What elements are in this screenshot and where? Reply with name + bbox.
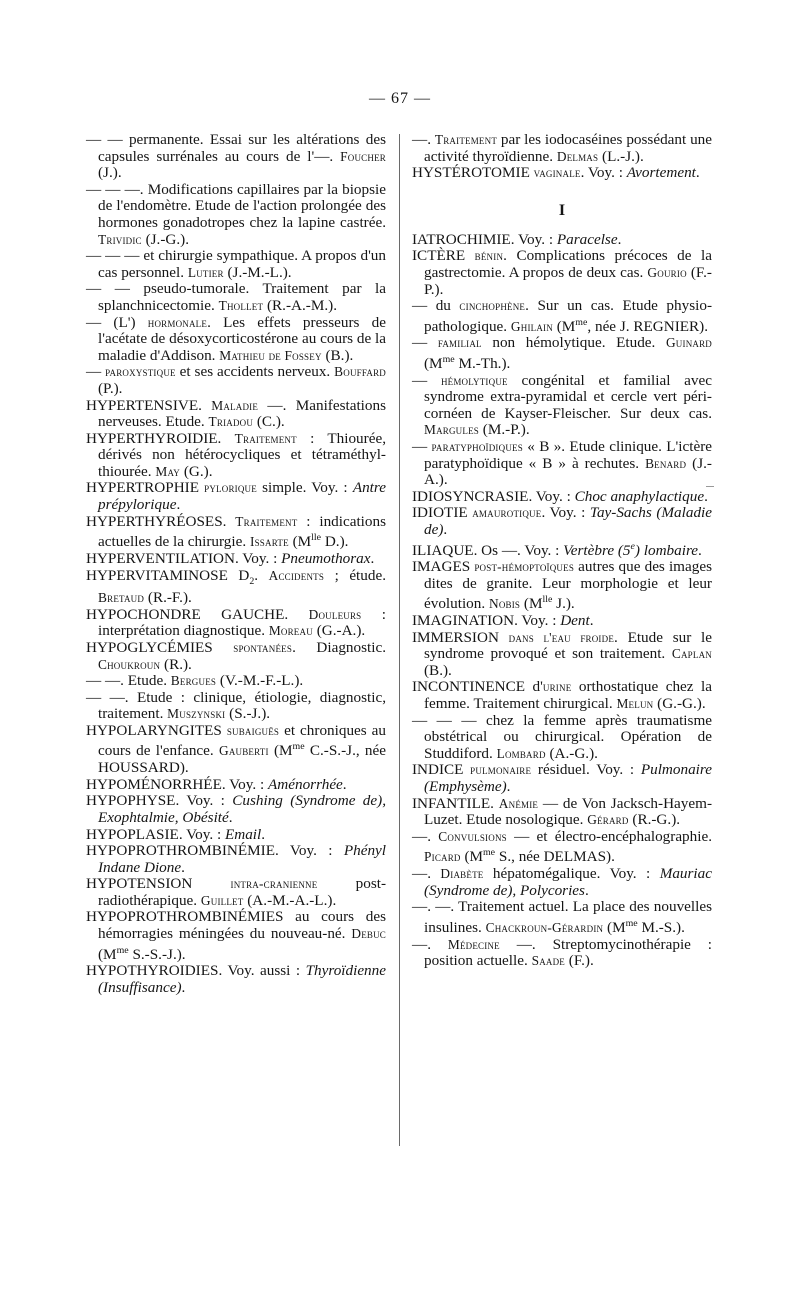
index-entry: [86, 690, 386, 723]
small-caps-text: Traitement: [434, 132, 498, 147]
entry-text: (G.-G.).: [653, 695, 706, 713]
entry-text: post-radiothérapique.: [98, 875, 387, 909]
entry-text: HYPERTENSIVE.: [86, 396, 212, 414]
right-column: [412, 132, 712, 970]
index-entry: [86, 315, 386, 365]
entry-text: et chroniques au cours de l'enfance.: [98, 721, 386, 760]
entry-text: S.-S.-J.).: [128, 945, 186, 963]
entry-text: — — permanente. Essai sur les altérations des capsules surrénales au cours de l'—.: [86, 131, 386, 165]
entry-text: lle: [542, 594, 553, 606]
small-caps-text: Guinard: [665, 335, 712, 351]
entry-text: HYSTÉROTOMIE: [412, 164, 534, 182]
entry-text: . Sur un cas. Etude physio-pathologique.: [424, 297, 712, 335]
italic-text: Avortement: [626, 164, 696, 182]
entry-text: (M: [460, 848, 483, 866]
entry-text: (S.-J.).: [225, 705, 271, 723]
index-entry: [412, 899, 712, 936]
small-caps-text: May: [155, 463, 181, 479]
small-caps-text: Bretaud: [98, 590, 145, 606]
left-column: [86, 132, 386, 997]
small-caps-text: Foucher: [340, 148, 386, 164]
small-caps-text: bénin: [474, 248, 504, 264]
entry-text: .: [704, 487, 708, 505]
right-column-bottom: [412, 232, 712, 970]
index-entry: [86, 281, 386, 314]
index-entry: [412, 539, 712, 560]
entry-text: —. —. Traitement actuel. La place des nouvelles insulines.: [412, 898, 712, 936]
entry-text: HYPERTHYROIDIE.: [86, 429, 235, 447]
entry-text: , née J. REGNIER).: [587, 317, 709, 335]
entry-text: — — —. Modifications capillaires par la biopsie de l'endomètre. Etude de l'action prolongée des hormones gonadotropes chez la lapine castrée.: [86, 180, 386, 231]
entry-text: HYPOLARYNGITES: [86, 721, 227, 739]
small-caps-text: post-hémoptoïques: [474, 559, 575, 575]
entry-text: .: [176, 496, 181, 514]
entry-text: HYPOTHYROIDIES. Voy. aussi :: [86, 962, 306, 980]
small-caps-text: Muszynski: [167, 706, 226, 722]
small-caps-text: Mathieu de Fossey: [219, 347, 322, 363]
small-caps-text: Lombard: [496, 745, 546, 761]
index-entry: [412, 489, 712, 506]
entry-text: autres que des images dites de granite. Leur morphologie et leur évolution.: [424, 558, 712, 613]
small-caps-text: Margules: [424, 422, 479, 438]
entry-text: — et électro-encéphalographie.: [506, 827, 713, 845]
entry-text: me: [575, 316, 588, 328]
index-entry: [412, 613, 712, 630]
entry-text: —: [412, 334, 438, 352]
index-entry: [86, 673, 386, 690]
index-entry: [86, 843, 386, 876]
small-caps-text: paroxystique: [105, 364, 176, 380]
small-caps-text: amaurotique: [472, 505, 542, 521]
index-entry: [412, 248, 712, 298]
entry-text: (B.).: [321, 346, 354, 364]
entry-text: .: [443, 521, 448, 538]
entry-text: INFANTILE.: [412, 794, 499, 812]
index-entry: [86, 182, 386, 248]
entry-text: .: [228, 808, 233, 826]
index-entry: [86, 723, 386, 777]
entry-text: — (L'): [86, 313, 148, 331]
small-caps-text: Choukroun: [98, 656, 161, 672]
entry-text: (V.-M.-F.-L.).: [216, 672, 304, 690]
small-caps-text: intra-cranienne: [230, 876, 318, 892]
small-caps-text: Trividic: [98, 231, 142, 247]
small-caps-text: Melun: [616, 696, 654, 712]
entry-text: IDIOSYNCRASIE. Voy. :: [412, 487, 575, 505]
entry-text: ICTÈRE: [412, 247, 475, 265]
entry-text: —. Manifestations nerveuses. Etude.: [98, 396, 387, 431]
entry-text: me: [442, 354, 455, 365]
small-caps-text: Anémie: [498, 795, 539, 811]
italic-text: Paracelse: [556, 230, 618, 248]
entry-text: HYPOGLYCÉMIES: [86, 638, 234, 656]
entry-text: lle: [311, 532, 322, 544]
italic-text: Vertèbre (5: [563, 541, 631, 559]
index-entry: [86, 909, 386, 963]
entry-text: HYPERVENTILATION. Voy. :: [86, 549, 282, 567]
small-caps-text: Triadou: [208, 414, 254, 430]
entry-text: .: [342, 775, 347, 793]
entry-text: IATROCHIMIE. Voy. :: [412, 230, 557, 248]
small-caps-text: Gauberti: [218, 743, 269, 759]
small-caps-text: urine: [542, 679, 572, 695]
entry-text: non hémolytique. Etude.: [481, 334, 666, 352]
italic-text: e: [630, 540, 635, 552]
entry-text: S., née DELMAS).: [495, 848, 615, 866]
small-caps-text: Moreau: [268, 623, 313, 639]
entry-text: (M: [552, 317, 576, 335]
index-entry: [86, 777, 386, 794]
index-entry: [412, 505, 712, 538]
entry-text: : Thiourée, dérivés non hétérocycliques et tétraméthyl-thiourée.: [98, 429, 386, 480]
entry-text: me: [625, 917, 638, 929]
index-entry: [86, 793, 386, 826]
small-caps-text: Gourio: [647, 264, 687, 280]
small-caps-text: Maladie: [211, 397, 259, 413]
small-caps-text: Ghilain: [510, 318, 553, 334]
italic-text: Aménorrhée: [268, 775, 343, 793]
entry-text: .: [254, 566, 269, 584]
entry-text: — — — et chirurgie sympathique. A propos d'un cas personnel.: [86, 247, 386, 281]
entry-text: (M: [288, 533, 312, 551]
entry-text: D.).: [321, 533, 349, 551]
small-caps-text: Bergues: [170, 673, 217, 689]
italic-text: Thyroïdienne (Insuffisance): [98, 962, 386, 996]
italic-text: Cushing (Syndrome de), Exophtalmie, Obésité: [98, 792, 386, 826]
entry-text: —.: [412, 131, 435, 148]
small-caps-text: Delmas: [556, 148, 599, 164]
small-caps-text: Lutier: [187, 264, 224, 280]
entry-text: (M: [268, 742, 293, 760]
index-entry: [86, 963, 386, 996]
small-caps-text: pylorique: [204, 480, 257, 496]
index-entry: [86, 514, 386, 551]
small-caps-text: Guillet: [200, 892, 244, 908]
small-caps-text: Accidents: [268, 567, 325, 583]
entry-text: ; étude.: [324, 566, 387, 584]
entry-text: HYPERVITAMINOSE D: [86, 566, 250, 584]
entry-text: .: [261, 825, 266, 843]
entry-text: (M: [603, 918, 626, 936]
index-entry: [86, 551, 386, 568]
entry-text: orthostatique chez la femme. Traitement chirurgical.: [424, 678, 712, 713]
entry-text: (J.).: [98, 164, 122, 182]
entry-text: (M: [98, 945, 117, 963]
column-divider: [399, 134, 400, 1146]
entry-text: HYPOMÉNORRHÉE. Voy. :: [86, 775, 268, 793]
entry-text: —.: [412, 935, 448, 953]
small-caps-text: Issarte: [249, 534, 289, 550]
index-entry: [412, 762, 712, 795]
index-entry: [86, 607, 386, 640]
small-caps-text: subaiguës: [226, 722, 280, 738]
index-entry: [86, 398, 386, 431]
entry-text: HYPERTHYRÉOSES.: [86, 512, 236, 530]
index-entry: [412, 165, 712, 182]
entry-text: (R.).: [160, 655, 192, 673]
entry-text: .: [181, 978, 186, 996]
entry-text: (R.-A.-M.).: [263, 296, 338, 314]
entry-text: (J.-A.).: [424, 454, 712, 489]
entry-text: (M.-P.).: [478, 421, 530, 439]
entry-text: —.: [412, 865, 441, 883]
index-entry: [412, 829, 712, 866]
small-caps-text: Gérard: [587, 812, 629, 828]
entry-text: M.-Th.).: [454, 355, 511, 373]
entry-text: . Diagnostic.: [292, 638, 386, 656]
small-caps-text: pulmonaire: [470, 762, 532, 778]
small-caps-text: dans l'eau froide: [508, 629, 615, 645]
index-entry: [86, 568, 386, 607]
entry-text: (F.).: [565, 952, 594, 970]
entry-text: — — pseudo-tumorale. Traitement par la splanchnicectomie.: [86, 280, 386, 314]
index-entry: [412, 232, 712, 249]
entry-text: .: [698, 541, 702, 559]
italic-text: Antre prépylorique: [98, 479, 386, 514]
index-entry: [412, 937, 712, 970]
entry-text: HYPOPLASIE. Voy. :: [86, 825, 225, 843]
entry-text: (R.-G.).: [628, 811, 681, 829]
index-entry: [412, 559, 712, 613]
small-caps-text: Médecine: [447, 936, 500, 952]
small-caps-text: Benard: [645, 455, 687, 471]
entry-text: me: [292, 741, 305, 753]
entry-text: (M: [520, 595, 543, 613]
entry-text: (C.).: [253, 413, 285, 431]
index-entry: [86, 248, 386, 281]
index-entry: [86, 640, 386, 673]
entry-text: M.-S.).: [637, 918, 685, 936]
entry-text: par les iodocaséines possédant une activité thyroïdienne.: [424, 131, 713, 165]
page-number: — 67 —: [369, 90, 431, 107]
entry-text: (P.).: [98, 379, 123, 397]
small-caps-text: hormonale: [147, 314, 208, 330]
entry-text: .: [506, 778, 511, 796]
entry-text: C.-S.-J., née HOUSSARD).: [98, 742, 386, 777]
index-entry: [412, 866, 712, 899]
index-entry: [86, 132, 386, 182]
small-caps-text: Nobis: [488, 596, 521, 612]
entry-text: 2: [249, 575, 255, 587]
entry-text: : interprétation diagnostique.: [98, 605, 386, 640]
index-entry: [412, 679, 712, 712]
italic-text: Choc anaphylactique: [574, 487, 705, 505]
index-entry: [86, 364, 386, 397]
entry-text: ILIAQUE. Os —. Voy. :: [412, 541, 564, 559]
entry-text: HYPOPROTHROMBINÉMIE. Voy. :: [86, 842, 344, 860]
entry-text: INDICE: [412, 761, 471, 779]
italic-text: Dent: [560, 612, 590, 630]
entry-text: — —. Etude : clinique, étiologie, diagnostic, traitement.: [86, 688, 386, 723]
small-caps-text: Caplan: [671, 646, 712, 662]
index-entry: [86, 480, 386, 513]
small-caps-text: paratyphoïdiques: [431, 439, 523, 455]
entry-text: (G.-A.).: [312, 622, 366, 640]
small-caps-text: vaginale: [533, 165, 581, 181]
entry-text: —: [412, 438, 432, 456]
entry-text: (A.-M.-A.-L.).: [243, 891, 337, 909]
entry-text: (A.-G.).: [545, 744, 598, 762]
small-caps-text: Douleurs: [308, 606, 362, 622]
entry-text: IMAGINATION. Voy. :: [412, 612, 561, 630]
entry-text: HYPOTENSION: [86, 875, 231, 893]
small-caps-text: cinchophène: [459, 298, 526, 314]
small-caps-text: Picard: [424, 849, 461, 865]
entry-text: et ses accidents nerveux.: [175, 363, 335, 381]
small-caps-text: Chackroun-Gérardin: [485, 919, 604, 935]
entry-text: me: [116, 944, 129, 956]
entry-text: résiduel. Voy. :: [531, 761, 641, 779]
entry-text: — — — chez la femme après traumatisme obstétrical ou chirurgical. Opération de Studdiford.: [412, 711, 712, 762]
section-letter: I: [558, 201, 566, 219]
small-caps-text: Traitement: [234, 430, 297, 446]
small-caps-text: familial: [437, 335, 482, 351]
index-entry: [412, 298, 712, 335]
small-caps-text: hémolytique: [440, 372, 508, 388]
entry-text: (B.).: [424, 661, 452, 679]
entry-text: .: [589, 612, 594, 630]
entry-text: —.: [412, 827, 439, 845]
entry-text: IMMERSION: [412, 628, 509, 646]
italic-text: Email: [224, 825, 262, 843]
italic-text: Pulmonaire (Emphysème): [424, 761, 712, 796]
entry-text: HYPOCHONDRE GAUCHE.: [86, 605, 309, 623]
entry-text: — du: [412, 297, 460, 315]
italic-text: Pneumothorax: [281, 549, 371, 567]
entry-text: HYPOPHYSE. Voy. :: [86, 792, 233, 810]
entry-text: — de Von Jacksch-Hayem-Luzet. Etude nosologique.: [424, 794, 712, 829]
index-entry: [86, 827, 386, 844]
entry-text: me: [483, 847, 496, 859]
entry-text: . Les effets presseurs de l'acétate de désoxycorticostérone au cours de la maladie d'Addison.: [98, 313, 386, 364]
entry-text: congénital et familial avec syndrome extra-pyramidal et cercle vert péri-cornéen de Kayser-Fleischer. Sur deux cas.: [424, 371, 712, 422]
entry-text: INCONTINENCE d': [412, 678, 543, 696]
small-caps-text: spontanées: [233, 639, 293, 655]
index-entry: [86, 876, 386, 909]
entry-text: (F.-P.).: [424, 263, 712, 298]
entry-text: —: [412, 371, 441, 389]
entry-text: .: [370, 549, 375, 567]
entry-text: (G.).: [180, 462, 213, 480]
entry-text: simple. Voy. :: [256, 479, 353, 497]
entry-text: HYPERTROPHIE: [86, 479, 205, 497]
entry-text: . Voy. :: [580, 164, 627, 182]
index-entry: [412, 132, 712, 165]
entry-text: « B ». Etude clinique. L'ictère paratyphoïdique « B » à rechutes.: [424, 438, 713, 472]
small-caps-text: Convulsions: [438, 828, 507, 844]
small-caps-text: Debuc: [351, 926, 386, 942]
entry-text: (J.-G.).: [141, 230, 190, 248]
entry-text: IDIOTIE: [412, 504, 473, 522]
index-entry: [412, 630, 712, 680]
small-caps-text: Thollet: [218, 297, 264, 313]
entry-text: —. Streptomycinothérapie : position actuelle.: [424, 935, 712, 970]
index-entry: [412, 713, 712, 763]
italic-text: Tay-Sachs (Maladie de): [424, 504, 713, 538]
italic-text: ) lombaire: [634, 541, 699, 559]
entry-text: — —. Etude.: [86, 672, 171, 690]
entry-text: : indications actuelles de la chirurgie.: [98, 512, 386, 551]
small-caps-text: Bouffard: [334, 364, 387, 380]
entry-text: . Etude sur le syndrome provoqué et son traitement.: [424, 628, 712, 663]
italic-text: Mauriac (Syndrome de), Polycories: [424, 865, 712, 899]
entry-text: .: [181, 858, 185, 876]
entry-text: .: [617, 230, 622, 248]
entry-text: .: [695, 164, 700, 182]
entry-text: hépatomégalique. Voy. :: [483, 865, 660, 883]
index-entry: [412, 335, 712, 372]
index-entry: [412, 796, 712, 829]
entry-text: (J.-M.-L.).: [223, 263, 292, 281]
entry-text: HYPOPROTHROMBINÉMIES au cours des hémorragies méningées du nouveau-né.: [86, 908, 386, 943]
entry-text: (M: [424, 355, 443, 373]
entry-text: (R.-F.).: [144, 589, 192, 607]
small-caps-text: Traitement: [235, 513, 298, 529]
right-column-top: [412, 132, 712, 182]
small-caps-text: Diabète: [440, 866, 484, 882]
small-caps-text: Saade: [531, 953, 565, 969]
entry-text: (L.-J.).: [598, 147, 644, 165]
entry-text: . Complications précoces de la gastrectomie. A propos de deux cas.: [424, 247, 712, 281]
entry-text: J.).: [552, 595, 575, 613]
italic-text: Phényl Indane Dione: [98, 842, 386, 876]
index-entry: [412, 439, 712, 489]
entry-text: —: [86, 363, 106, 381]
entry-text: . Voy. :: [541, 504, 590, 522]
index-entry: [86, 431, 386, 481]
entry-text: .: [584, 881, 589, 899]
index-entry: [412, 373, 712, 439]
entry-text: IMAGES: [412, 558, 475, 576]
